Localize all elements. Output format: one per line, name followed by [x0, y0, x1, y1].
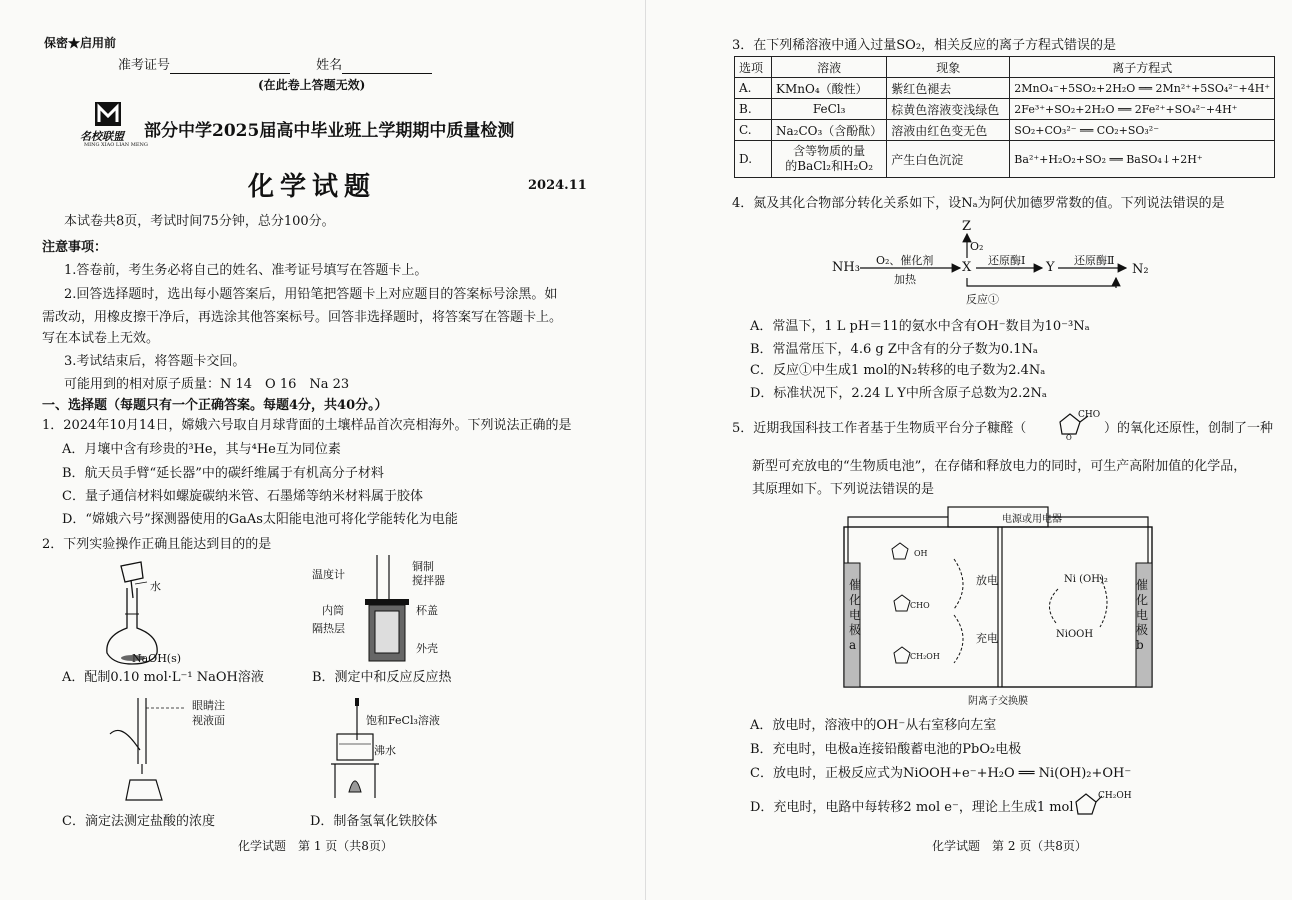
q5-option-c: C．放电时，正极反应式为NiOOH+e⁻+H₂O ══ Ni(OH)₂+OH⁻ [750, 766, 1132, 781]
label-lid: 杯盖 [416, 604, 438, 617]
exam-date: 2024.11 [528, 178, 587, 193]
label-nh3: NH₃ [832, 260, 860, 275]
q3-table [734, 56, 1275, 178]
q5-stem-b: ）的氧化还原性，创制了一种 [1104, 421, 1274, 436]
q4-option-b: B．常温常压下，4.6 g Z中含有的分子数为0.1Nₐ [750, 342, 1038, 357]
page-2 [645, 0, 1292, 900]
label-shell: 外壳 [416, 642, 438, 655]
q2-option-b: B．测定中和反应反应热 [312, 670, 452, 685]
alcohol-label: CH₂OH [910, 652, 940, 661]
label-stirrer: 搅拌器 [412, 574, 445, 587]
subject-title: 化学试题 [248, 172, 377, 202]
logo-text: 名校联盟 [80, 130, 124, 143]
q5-option-a: A．放电时，溶液中的OH⁻从右室移向左室 [750, 718, 997, 733]
label-eye: 眼睛注 [192, 699, 225, 712]
q5-line-2: 新型可充放电的“生物质电池”，在存储和释放电力的同时，可生产高附加值的化学品， [752, 459, 1247, 474]
notes-title: 注意事项： [42, 240, 108, 255]
page-1 [0, 0, 645, 900]
q1-option-d: D．“嫦娥六号”探测器使用的GaAs太阳能电池可将化学能转化为电能 [62, 512, 458, 527]
col-equation: 离子方程式 [1010, 57, 1275, 78]
note-2c: 写在本试卷上无效。 [42, 331, 160, 346]
note-2b: 需改动，用橡皮擦干净后，再选涂其他答案标号。回答非选择题时，将答案写在答题卡上。 [42, 310, 563, 325]
q5-line-3: 其原理如下。下列说法错误的是 [752, 482, 935, 497]
q1-option-b: B．航天员手臂“延长器”中的碳纤维属于有机高分子材料 [62, 466, 384, 481]
bio-battery-diagram [842, 505, 1154, 705]
label-x: X [962, 260, 972, 275]
table-row: D. 含等物质的量 的BaCl₂和H₂O₂ 产生白色沉淀 Ba²⁺+H₂O₂+SO₂ ══ BaSO₄↓+2H⁺ [735, 141, 1275, 178]
d-ch2oh-label: CH₂OH [1098, 791, 1132, 801]
discharge-label: 放电 [976, 574, 998, 587]
label-o2: O₂ [970, 240, 984, 253]
label-z: Z [962, 219, 972, 234]
col-solution: 溶液 [772, 57, 887, 78]
q5-option-b: B．充电时，电极a连接铅酸蓄电池的PbO₂电极 [750, 742, 1022, 757]
furfural-cho: CHO [1078, 410, 1101, 420]
label-eye2: 视液面 [192, 714, 225, 727]
intro: 本试卷共8页，考试时间75分钟，总分100分。 [64, 214, 335, 229]
power-box-label: 电源或用电器 [1002, 514, 1062, 525]
titration-icon [100, 694, 190, 804]
table-header-row [735, 57, 1275, 78]
exam-title: 部分中学2025届高中毕业班上学期期中质量检测 [144, 121, 515, 141]
table-row: A. KMnO₄（酸性） 紫红色褪去 2MnO₄⁻+5SO₂+2H₂O ══ 2Mn²⁺+5SO₄²⁻+4H⁺ [735, 78, 1275, 99]
no-answer-note: (在此卷上答题无效) [258, 78, 366, 92]
col-phenomenon: 现象 [887, 57, 1010, 78]
label-enzyme-1: 还原酶Ⅰ [988, 254, 1026, 267]
label-boiling: 沸水 [374, 744, 396, 757]
q1-option-a: A．月壤中含有珍贵的³He，其与⁴He互为同位素 [62, 442, 341, 457]
section-1-title: 一、选择题（每题只有一个正确答案。每题4分，共40分。） [42, 398, 388, 413]
electrode-b: 催 化 电 极 b [1136, 578, 1149, 652]
niooh-label: NiOOH [1056, 629, 1094, 640]
q2-option-c: C．滴定法测定盐酸的浓度 [62, 814, 215, 829]
note-2: 2.回答选择题时，选出每小题答案后，用铅笔把答题卡上对应题目的答案标号涂黑。如 [64, 287, 558, 302]
q5-stem-a: 5．近期我国科技工作者基于生物质平台分子糠醛（ [732, 421, 1027, 436]
q3-stem: 3．在下列稀溶液中通入过量SO₂，相关反应的离子方程式错误的是 [732, 38, 1117, 53]
q2-option-d: D．制备氢氧化铁胶体 [310, 814, 438, 829]
q2-stem: 2．下列实验操作正确且能达到目的的是 [42, 537, 272, 552]
q1-option-c: C．量子通信材料如螺旋碳纳米管、石墨烯等纳米材料属于胶体 [62, 489, 423, 504]
col-option: 选项 [735, 57, 772, 78]
q4-option-c: C．反应①中生成1 mol的N₂转移的电子数为2.4Nₐ [750, 363, 1046, 378]
label-inner: 内筒 [322, 604, 344, 617]
label-reaction-1: 反应① [966, 293, 999, 306]
label-naoh: NaOH(s) [132, 652, 182, 665]
electrode-a: 催 化 电 极 a [849, 578, 862, 652]
charge-label: 充电 [976, 632, 998, 645]
footer-page-1: 化学试题 第 1 页（共8页） [238, 839, 393, 853]
q5-option-d: D．充电时，电路中每转移2 mol e⁻，理论上生成1 mol [750, 800, 1074, 815]
svg-text:O: O [1066, 434, 1072, 442]
label-enzyme-2: 还原酶Ⅱ [1074, 254, 1115, 267]
label-fecl3: 饱和FeCl₃溶液 [366, 714, 440, 727]
calorimeter-icon [355, 555, 415, 665]
label-cond-top: O₂、催化剂 [876, 254, 934, 267]
atomic-mass: 可能用到的相对原子质量：N 14 O 16 Na 23 [64, 377, 350, 392]
label-cond-bottom: 加热 [894, 273, 916, 286]
footer-page-2: 化学试题 第 2 页（共8页） [932, 839, 1087, 853]
label-n2: N₂ [1132, 262, 1149, 277]
q1-stem: 1．2024年10月14日，嫦娥六号取自月球背面的土壤样品首次亮相海外。下列说法正确的是 [42, 418, 572, 433]
logo-sub: MING XIAO LIAN MENG [84, 142, 148, 148]
label-water: 水 [150, 580, 161, 593]
q2-option-a: A．配制0.10 mol·L⁻¹ NaOH溶液 [62, 670, 264, 685]
q4-stem: 4．氮及其化合物部分转化关系如下，设Nₐ为阿伏加德罗常数的值。下列说法错误的是 [732, 196, 1225, 211]
table-row: B. FeCl₃ 棕黄色溶液变浅绿色 2Fe³⁺+SO₂+2H₂O ══ 2Fe²⁺+SO₄²⁻+4H⁺ [735, 99, 1275, 120]
secret-label: 保密★启用前 [44, 36, 117, 50]
label-thermometer: 温度计 [312, 568, 345, 581]
q4-option-d: D．标准状况下，2.24 L Y中所含原子总数为2.2Nₐ [750, 386, 1047, 401]
acid-label: OH [914, 549, 928, 558]
nioh2-label: Ni (OH)₂ [1064, 574, 1108, 585]
note-3: 3.考试结束后，将答题卡交回。 [64, 354, 246, 369]
exam-number-field: 准考证号 姓名 [118, 58, 432, 74]
label-y: Y [1046, 260, 1055, 275]
q4-option-a: A．常温下，1 L pH＝11的氨水中含有OH⁻数目为10⁻³Nₐ [750, 319, 1090, 334]
aldehyde-label: CHO [910, 601, 930, 610]
note-1: 1.答卷前，考生务必将自己的姓名、准考证号填写在答题卡上。 [64, 263, 428, 278]
table-row: C. Na₂CO₃（含酚酞） 溶液由红色变无色 SO₂+CO₃²⁻ ══ CO₂+SO₃²⁻ [735, 120, 1275, 141]
label-copper: 铜制 [412, 560, 434, 573]
logo [78, 100, 148, 150]
label-insulation: 隔热层 [312, 622, 345, 635]
membrane-label: 阴离子交换膜 [968, 696, 1028, 707]
